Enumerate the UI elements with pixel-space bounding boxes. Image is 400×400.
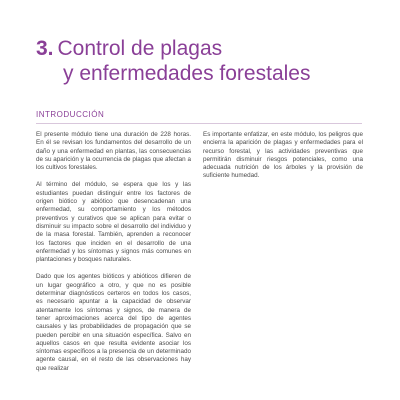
left-paragraph-1: El presente módulo tiene una duración de 228 horas. En él se revisan los fundamentos del desarrollo de un daño y una enfermedad en plantas, las consecuencias de su aparición y la ocurrencia de plagas que afectan a los cultivos forestales.: [36, 131, 191, 172]
right-column: [203, 131, 363, 190]
chapter-title: [36, 36, 376, 86]
left-column: [36, 131, 191, 382]
right-paragraph-1: Es importante enfatizar, en este módulo, los peligros que encierra la aparición de plagas y enfermedades para el recurso forestal, y las actividades preventivas que permitirán disminuir riesgos potenciales, como una adecuada nutrición de los árboles y la provisión de suficiente humedad.: [203, 131, 363, 180]
section-heading: INTRODUCCIÓN: [36, 110, 105, 119]
chapter-number: 3.: [36, 37, 54, 60]
chapter-title-line-1: [36, 36, 376, 61]
chapter-title-text-1: Control de plagas: [57, 37, 223, 60]
left-paragraph-2: Al término del módulo, se espera que los y las estudiantes puedan distinguir entre los factores de origen biótico y abiótico que desencadenan una enfermedad, su comportamiento y los métodos preventivos y curativos que se aplican para evitar o disminuir su impacto sobre el desarrollo del individuo y de la masa forestal. También, aprenden a reconocer los factores que inciden en el desarrollo de una enfermedad y los síntomas y signos más comunes en plantaciones y bosques naturales.: [36, 181, 191, 264]
section-divider: [36, 123, 362, 124]
chapter-title-line-2: y enfermedades forestales: [63, 62, 311, 85]
left-paragraph-3: Dado que los agentes bióticos y abióticos difieren de un lugar geográfico a otro, y que no es posible determinar diagnósticos certeros en todos los casos, es necesario apuntar a la capacidad de observar atentamente los síntomas y signos, de manera de tener aproximaciones acerca del tipo de agentes causales y las probabilidades de propagación que se pueden percibir en una situación específica. Salvo en aquellos casos en que resulta evidente asociar los síntomas específicos a la presencia de un determinado agente causal, en el resto de las observaciones hay que realizar: [36, 273, 191, 372]
